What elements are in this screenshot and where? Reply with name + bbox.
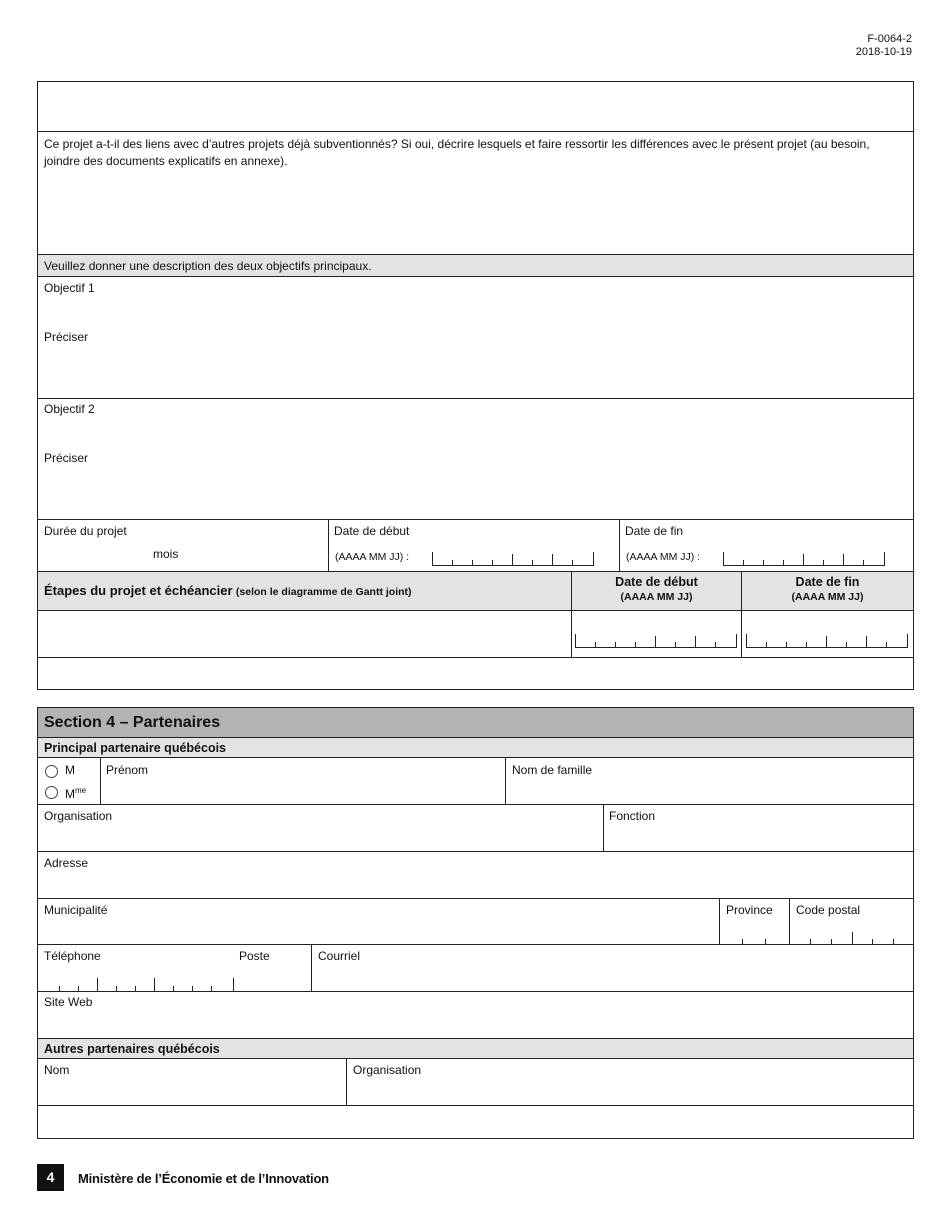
objective2-precise-label: Préciser (44, 451, 89, 465)
links-question-field[interactable] (38, 172, 913, 254)
phone-input[interactable] (38, 976, 311, 991)
objective1-field[interactable] (38, 277, 913, 397)
first-name-field[interactable] (101, 778, 504, 803)
other-partners-extra-field[interactable] (38, 1106, 913, 1138)
stages-start-title: Date de début (615, 575, 698, 589)
duration-label: Durée du projet (44, 524, 127, 538)
province-label: Province (726, 903, 773, 917)
stages-label (44, 584, 412, 599)
website-label: Site Web (44, 995, 93, 1009)
province-input[interactable] (720, 934, 789, 944)
stage-end-date-input[interactable] (746, 634, 908, 648)
objective2-field[interactable] (38, 399, 913, 518)
continuation-field[interactable] (38, 82, 913, 131)
salutation-mme-label (65, 784, 86, 801)
main-partner-header: Principal partenaire québécois (44, 741, 227, 755)
website-field[interactable] (38, 1010, 913, 1037)
form-code (856, 33, 912, 59)
end-date-format: (AAAA MM JJ) : (626, 551, 701, 563)
phone-label: Téléphone (44, 949, 101, 963)
stages-start-date-label (572, 575, 741, 604)
email-label: Courriel (318, 949, 361, 963)
function-field[interactable] (604, 824, 913, 850)
end-date-input[interactable] (723, 552, 885, 566)
section4-title: Section 4 – Partenaires (44, 714, 221, 731)
project-frame (37, 81, 914, 690)
stages-end-title: Date de fin (795, 575, 860, 589)
mme-base: M (65, 787, 75, 801)
objective2-label: Objectif 2 (44, 402, 95, 416)
mme-sup: me (75, 786, 87, 795)
end-date-label: Date de fin (625, 524, 684, 538)
stage-description-field[interactable] (38, 611, 570, 657)
form-number: F-0064-2 (867, 33, 912, 45)
other-organization-label: Organisation (353, 1063, 422, 1077)
start-date-input[interactable] (432, 552, 594, 566)
stages-end-format: (AAAA MM JJ) (791, 591, 864, 603)
other-partners-header: Autres partenaires québécois (44, 1042, 220, 1056)
stages-note: (selon le diagramme de Gantt joint) (235, 586, 412, 598)
salutation-mme-radio[interactable] (45, 786, 58, 799)
organization-field[interactable] (38, 824, 602, 850)
municipality-label: Municipalité (44, 903, 108, 917)
salutation-m-radio[interactable] (45, 765, 58, 778)
address-field[interactable] (38, 871, 913, 897)
section4-frame (37, 707, 914, 1139)
other-name-label: Nom (44, 1063, 70, 1077)
stages-start-format: (AAAA MM JJ) (620, 591, 693, 603)
email-field[interactable] (312, 964, 913, 990)
objectives-header: Veuillez donner une description des deux objectifs principaux. (44, 259, 372, 273)
form-date: 2018-10-19 (855, 46, 912, 58)
ministry-name: Ministère de l’Économie et de l’Innovation (78, 1171, 329, 1186)
postal-code-label: Code postal (796, 903, 861, 917)
start-date-format: (AAAA MM JJ) : (335, 551, 410, 563)
stage-start-date-input[interactable] (575, 634, 737, 648)
page-number: 4 (37, 1164, 64, 1191)
extension-label: Poste (239, 949, 270, 963)
address-label: Adresse (44, 856, 89, 870)
links-question-label: Ce projet a-t-il des liens avec d’autres projets déjà subventionnés? Si oui, décrire lesquels et faire ressortir les différences avec le présent projet (au besoin, joindre des documents explicatifs en annexe). (44, 137, 870, 168)
organization-label: Organisation (44, 809, 113, 823)
first-name-label: Prénom (106, 763, 149, 777)
stages-extra-field[interactable] (38, 658, 913, 689)
start-date-label: Date de début (334, 524, 410, 538)
stages-title: Étapes du projet et échéancier (44, 583, 233, 598)
municipality-field[interactable] (38, 918, 718, 943)
last-name-label: Nom de famille (512, 763, 593, 777)
months-label: mois (153, 547, 179, 561)
other-organization-field[interactable] (347, 1078, 913, 1104)
postal-code-input[interactable] (790, 930, 913, 944)
objective1-precise-label: Préciser (44, 330, 89, 344)
objective1-label: Objectif 1 (44, 281, 95, 295)
other-name-field[interactable] (38, 1078, 345, 1104)
duration-field[interactable] (44, 542, 144, 564)
last-name-field[interactable] (506, 778, 913, 803)
function-label: Fonction (609, 809, 656, 823)
salutation-m-label: M (65, 763, 75, 777)
stages-end-date-label (742, 575, 913, 604)
